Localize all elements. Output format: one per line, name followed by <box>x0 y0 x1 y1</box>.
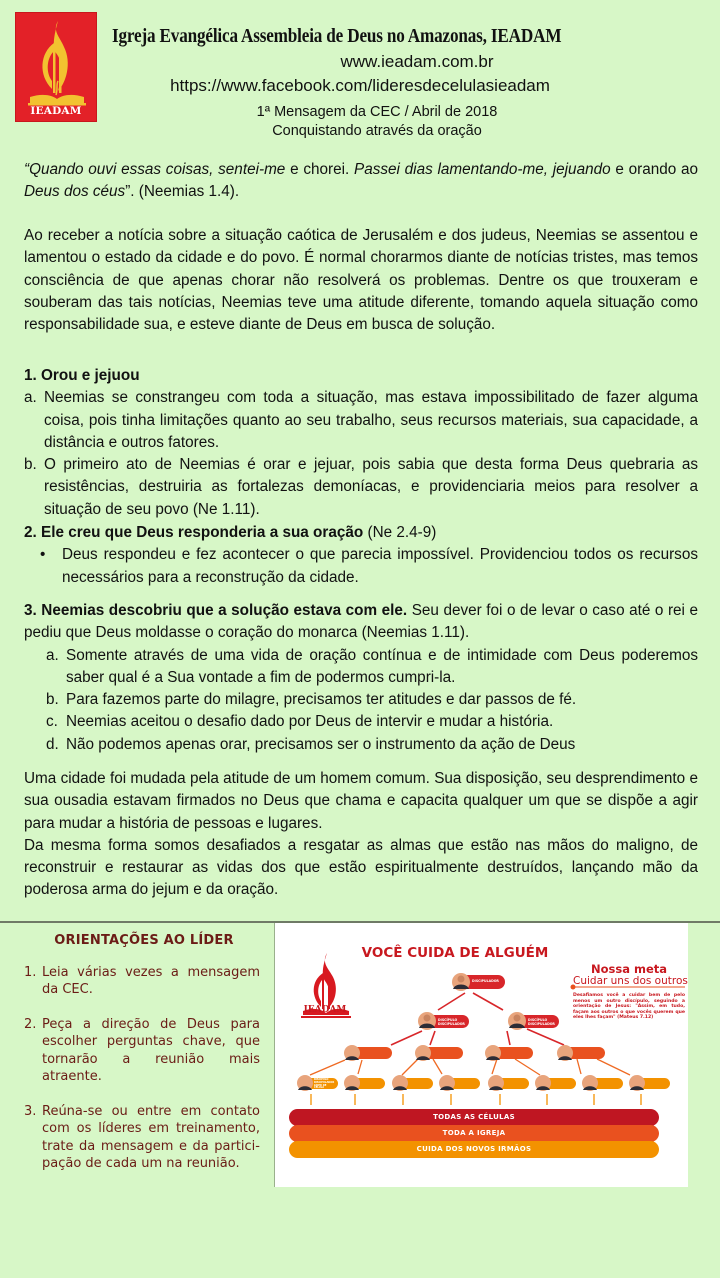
guidance-item: 3. Reúna-se ou entre em contato com os líderes em treinamento, trate da mensagem e da participação de cada um na reunião. <box>24 1103 260 1171</box>
section-heading: 1. Orou e jejuou <box>24 367 140 384</box>
list-item: a. Neemias se constrangeu com toda a situação, mas estava impossibilitado de fazer alguma coisa, pois tinha limitações quanto ao seu trabalho, seus recursos materiais, sua capacidade, a distância e outros fatores. <box>24 389 698 451</box>
guidance-item: 2. Peça a direção de Deus para escolher perguntas chave, que tornarão a reunião mais atraente. <box>24 1016 260 1084</box>
infographic-logo-text: IEADAM <box>303 1005 347 1015</box>
band-cuida-dos-novos-irmaos: CUIDA DOS NOVOS IRMÃOS <box>289 1141 659 1158</box>
closing-paragraphs: Uma cidade foi mudada pela atitude de um homem comum. Sua disposição, seu desprendimento e sua ousadia estavam firmados no Deus que chama e capacita qualquer um que se dispõe a agir para mudar a história de pessoas e lugares. Da mesma forma somos desafiados a resgatar as almas que estão nas mãos do maligno, de reconstruir e restaurar as vidas dos que estão espiritualmente destruídos, lançando mão da poderosa arma do jejum e da oração. <box>24 770 698 899</box>
website-link[interactable]: www.ieadam.com.br <box>340 52 494 71</box>
band-toda-a-igreja: TODA A IGREJA <box>289 1125 659 1142</box>
node-label-top: DISCIPULADOR <box>472 979 499 983</box>
band-todas-as-celulas: TODAS AS CÉLULAS <box>289 1109 659 1126</box>
list-item: c. Neemias aceitou o desafio dado por Deus de intervir e mudar a história. <box>46 713 554 731</box>
section-1 <box>24 365 698 521</box>
goal-subtitle: Cuidar uns dos outros <box>573 975 688 987</box>
list-item: a. Somente através de uma vida de oração contínua e de intimidade com Deus poderemos saber qual é a Sua vontade a fim de podermos cumpri-la. <box>46 646 698 686</box>
list-item: d. Não podemos apenas orar, precisamos ser o instrumento da ação de Deus <box>46 735 576 753</box>
node-label-mid: DISCÍPULO DISCIPULADOR <box>528 1018 555 1026</box>
facebook-link[interactable]: https://www.facebook.com/lideresdecelulasieadam <box>170 76 550 95</box>
node-label-mid: DISCÍPULO DISCIPULADOR <box>438 1018 465 1026</box>
leader-guidance <box>24 932 260 1190</box>
section-2: 2. Ele creu que Deus responderia a sua oração (Ne 2.4-9) • Deus respondeu e fez acontecer o que parecia impossível. Providenciou todos os recursos necessários para a reconstrução da cidade. <box>24 522 698 589</box>
section-3 <box>24 600 698 756</box>
leaf-connectors <box>310 1059 630 1075</box>
bible-quote: “Quando ouvi essas coisas, sentei-me e chorei. Passei dias lamentando-me, jejuando e orando ao Deus dos céus”. (Neemias 1.4). <box>24 161 699 201</box>
intro-paragraph: Ao receber a notícia sobre a situação caótica de Jerusalém e dos judeus, Neemias se assentou e lamentou o estado da cidade e do povo. É normal chorarmos diante de notícias tristes, mas temos consciência de que apenas chorar não resolverá os problemas. Dentre os que trouxeram e souberam das tais notícias, Neemias teve uma atitude diferente, tomando aquela situação como responsabilidade sua, e esteve diante de Deus em busca de solução. <box>24 227 698 334</box>
message-info: 1ª Mensagem da CEC / Abril de 2018 <box>256 104 498 120</box>
section-3-intro: 3. Neemias descobriu que a solução estava com ele. Seu dever foi o de levar o caso até o rei e pediu que Deus moldasse o coração do monarca (Neemias 1.11). <box>24 602 698 642</box>
section-heading: 3. Neemias descobriu que a solução estava com ele. <box>24 602 408 619</box>
guidance-item: 1. Leia várias vezes a mensagem da CEC. <box>24 964 260 997</box>
list-item: b. Para fazemos parte do milagre, precisamos ter atitudes e dar passos de fé. <box>46 691 577 709</box>
list-item: b. O primeiro ato de Neemias é orar e jejuar, pois sabia que desta forma Deus quebraria as resistências, destruiria as fortalezas demoníacas, e providenciaria meios para resolver a situação de seu povo (Ne 1.11). <box>24 456 698 518</box>
goal-box <box>573 962 688 1021</box>
node-label-leaf: DISCÍPULO DISCIPULADOR LÍDER DE CÉLULA <box>314 1078 335 1090</box>
care-infographic <box>274 923 688 1187</box>
guidance-title: ORIENTAÇÕES AO LÍDER <box>54 933 234 948</box>
logo-text: IEADAM <box>30 105 82 117</box>
list-item: • Deus respondeu e fez acontecer o que parecia impossível. Providenciou todos os recursos necessários para a reconstrução da cidade. <box>40 546 698 586</box>
section-heading: 2. Ele creu que Deus responderia a sua oração <box>24 524 364 541</box>
goal-title: Nossa meta <box>590 962 668 976</box>
message-title: Conquistando através da oração <box>272 123 482 139</box>
goal-text: Desafiamos você a cuidar bem de pelo menos um outro discípulo, seguindo a orientação de Jesus: "Assim, em tudo, façam aos outros o que vocês querem que eles lhes façam" (Mateus 7.12) <box>573 993 685 1021</box>
base-connectors <box>311 1094 641 1105</box>
church-name: Igreja Evangélica Assembleia de Deus no Amazonas, IEADAM <box>112 26 562 47</box>
infographic-title: VOCÊ CUIDA DE ALGUÉM <box>361 945 549 961</box>
